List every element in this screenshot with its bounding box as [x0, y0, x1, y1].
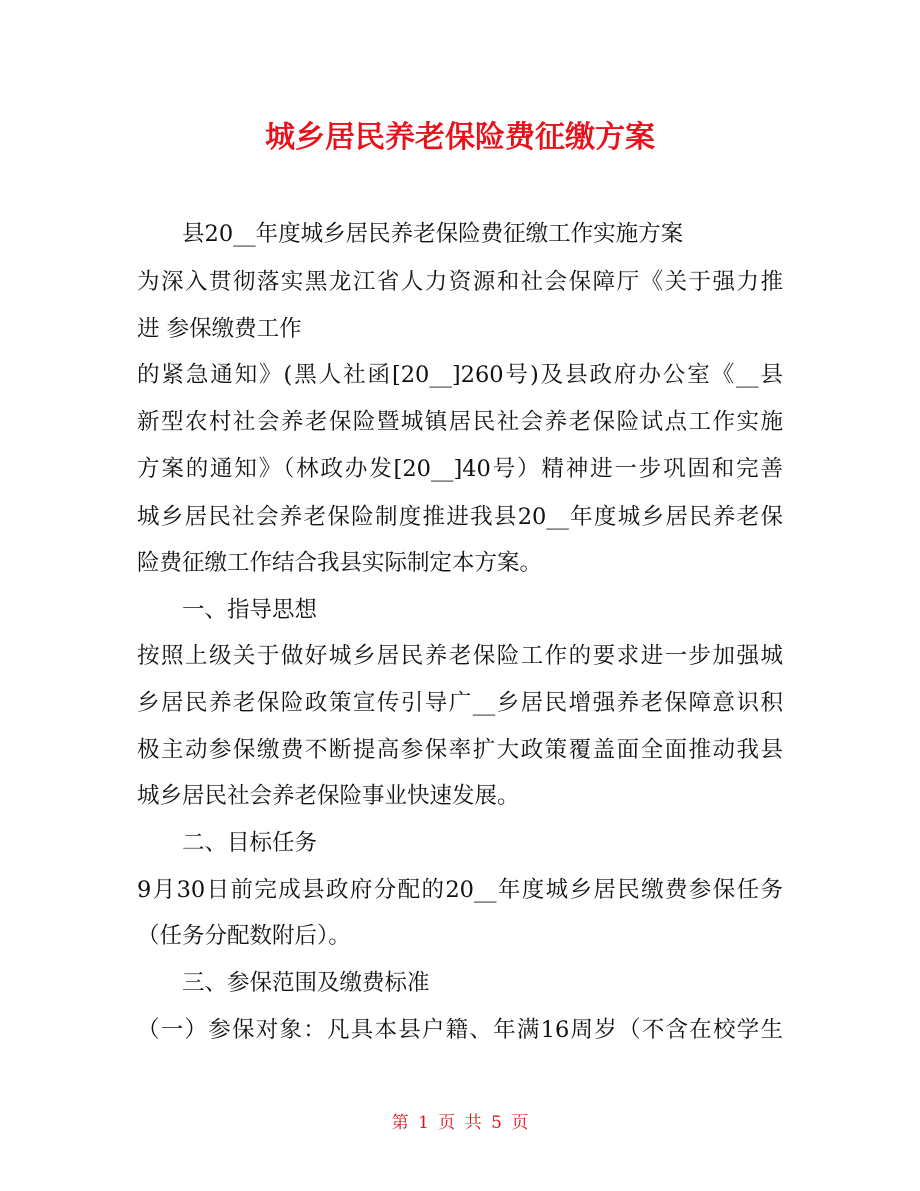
paragraph-line: 9月30日前完成县政府分配的20__年度城乡居民缴费参保任务: [137, 877, 783, 903]
section-heading: 三、参保范围及缴费标准: [182, 970, 430, 996]
paragraph-line: 城乡居民社会养老保险制度推进我县20__年度城乡居民养老保: [137, 504, 783, 530]
paragraph-line: （一）参保对象：凡具本县户籍、年满16周岁（不含在校学生: [137, 1017, 783, 1043]
paragraph-line: 县20__年度城乡居民养老保险费征缴工作实施方案: [182, 221, 684, 247]
paragraph-line: 新型农村社会养老保险暨城镇居民社会养老保险试点工作实施: [137, 409, 783, 435]
paragraph-line: 进 参保缴费工作: [137, 316, 302, 342]
paragraph-line: 城乡居民社会养老保险事业快速发展。: [137, 783, 520, 809]
paragraph-line: （任务分配数附后）。: [137, 923, 351, 949]
paragraph-line: 极主动参保缴费不断提高参保率扩大政策覆盖面全面推动我县: [137, 737, 783, 763]
section-heading: 一、指导思想: [182, 597, 318, 623]
section-heading: 二、目标任务: [182, 830, 318, 856]
paragraph-line: 乡居民养老保险政策宣传引导广__乡居民增强养老保障意识积: [137, 690, 783, 716]
paragraph-line: 按照上级关于做好城乡居民养老保险工作的要求进一步加强城: [137, 643, 783, 669]
paragraph-line: 的紧急通知》(黑人社函[20__]260号)及县政府办公室《__县: [137, 362, 783, 388]
document-title: 城乡居民养老保险费征缴方案: [265, 120, 655, 155]
page-number-footer: 第 1 页 共 5 页: [391, 1113, 529, 1133]
paragraph-line: 险费征缴工作结合我县实际制定本方案。: [137, 550, 543, 576]
paragraph-line: 为深入贯彻落实黑龙江省人力资源和社会保障厅《关于强力推: [137, 269, 783, 295]
paragraph-line: 方案的通知》（林政办发[20__]40号）精神进一步巩固和完善: [137, 456, 783, 482]
